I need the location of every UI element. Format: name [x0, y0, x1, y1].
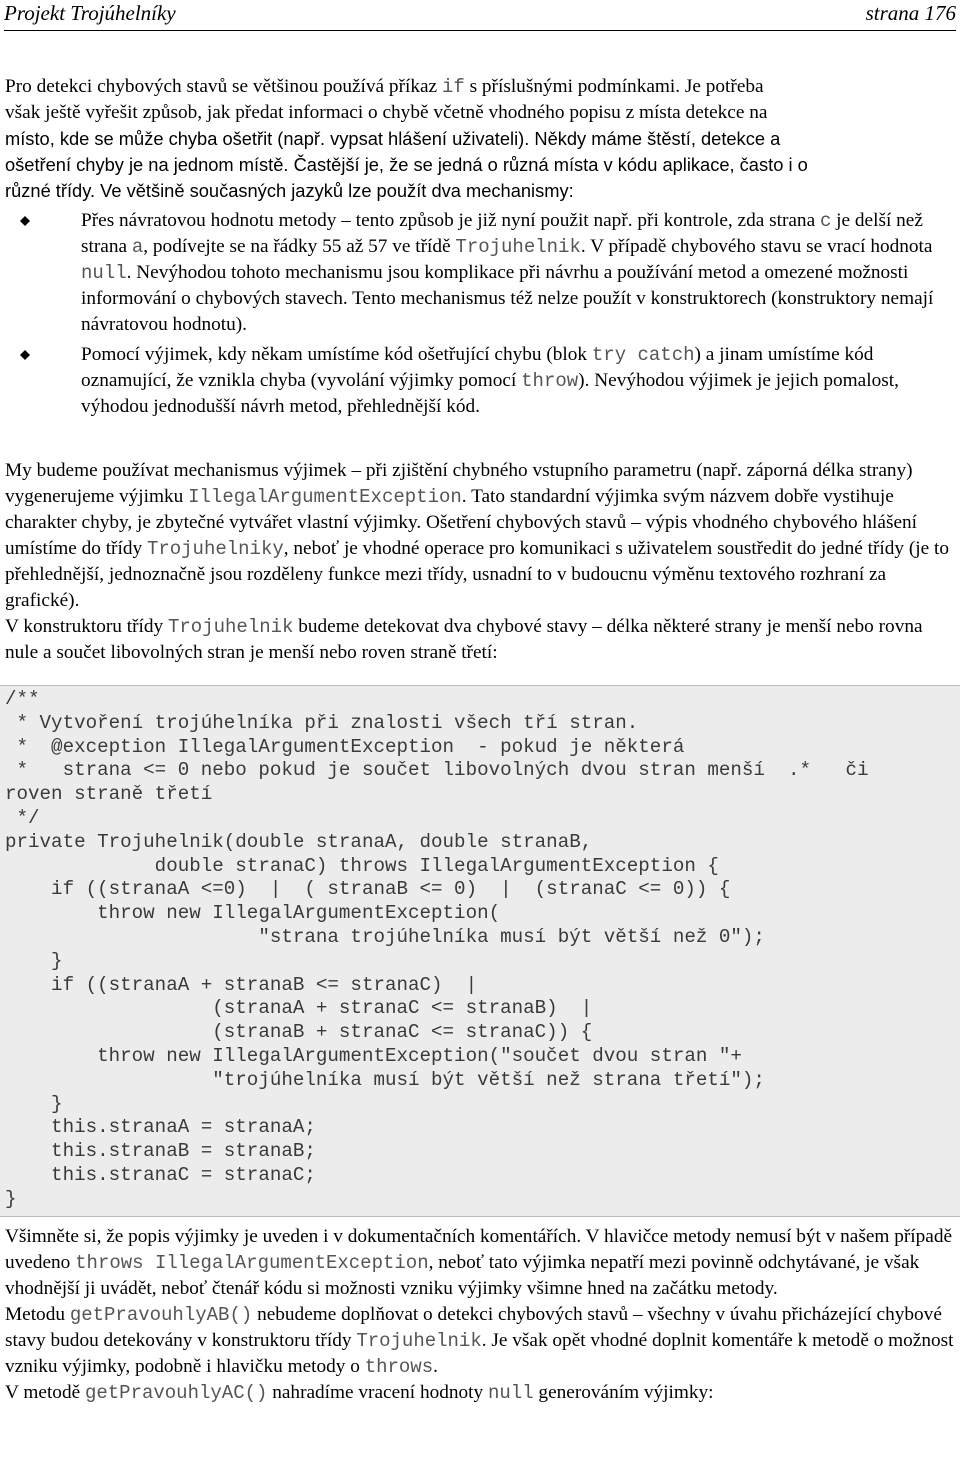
mechanisms-list: [5, 208, 955, 420]
closing-paragraphs: [5, 1224, 955, 1406]
code-listing: [0, 685, 960, 1217]
intro-line-3: místo, kde se může chyba ošetřit (např. vypsat hlášení uživateli). Někdy máme štěstí, detekce a: [5, 128, 781, 149]
list-item-exceptions: Pomocí výjimek, kdy někam umístíme kód ošetřující chybu (blok try catch) a jinam umístíme kód oznamující, že vznikla chyba (vyvolání výjimky pomocí throw). Nevýhodou výjimek je jejich pomalost, výhodou jednodušší návrh metod, přehlednější kód.: [5, 342, 955, 420]
exceptions-paragraph: My budeme používat mechanismus výjimek – při zjištění chybného vstupního parametru (např. záporná délka strany) vygenerujeme výjimku IllegalArgumentException. Tato standardní výjimka svým názvem dobře vystihuje charakter chyby, je zbytečné vytvářet vlastní výjimky. Ošetření chybových stavů – výpis vhodného chybového hlášení umístíme do třídy Trojuhelniky, neboť je vhodné operace pro komunikaci s uživatelem soustředit do jedné třídy (je to přehlednější, jednoznačně jsou rozděleny funkce mezi třídy, usnadní to v budoucnu výměnu textového rozhraní za grafické). V konstruktoru třídy Trojuhelnik budeme detekovat dva chybové stavy – délka některé strany je menší nebo rovna nule a součet libovolných stran je menší nebo roven straně třetí:: [5, 458, 955, 666]
getpravouhlyab-paragraph: Metodu getPravouhlyAB() nebudeme doplňovat o detekci chybových stavů – všechny v úvahu přicházející chybové stavy budou detekovány v konstruktoru třídy Trojuhelnik. Je však opět vhodné doplnit komentáře k metodě o možnost vzniku výjimky, podobně i hlavičku metody o throws.: [5, 1304, 954, 1378]
intro-line-2: však ještě vyřešit způsob, jak předat informaci o chybě včetně vhodného popisu z místa detekce na: [5, 102, 768, 123]
header-title: Projekt Trojúhelníky: [4, 1, 176, 25]
getpravouhlyac-paragraph: V metodě getPravouhlyAC() nahradíme vracení hodnoty null generováním výjimky:: [5, 1382, 714, 1404]
header-page-number: strana 176: [865, 1, 956, 25]
intro-line-1: Pro detekci chybových stavů se většinou používá příkaz if s příslušnými podmínkami. Je potřeba: [5, 76, 764, 98]
diamond-bullet-icon: [20, 350, 30, 360]
doc-comment-paragraph: Všimněte si, že popis výjimky je uveden i v dokumentačních komentářích. V hlavičce metody nemusí být v našem případě uvedeno throws IllegalArgumentException, neboť tato výjimka nepatří mezi povinně odchytávané, je však vhodnější ji uvádět, neboť čtenář kódu si možnosti vzniku výjimky všimne hned na začátku metody.: [5, 1226, 953, 1299]
list-item-return-value: Přes návratovou hodnotu metody – tento způsob je již nyní použit např. při kontrole, zda strana c je delší než strana a, podívejte se na řádky 55 až 57 ve třídě Trojuhelnik. V případě chybového stavu se vrací hodnota null. Nevýhodou tohoto mechanismu jsou komplikace při návrhu a používání metod a omezené možnosti informování o chybových stavech. Tento mechanismus též nelze použít v konstruktorech (konstruktory nemají návratovou hodnotu).: [5, 208, 955, 338]
diamond-bullet-icon: [20, 216, 30, 226]
intro-line-5: různé třídy. Ve většině současných jazyků lze použít dva mechanismy:: [5, 180, 574, 201]
constructor-paragraph: V konstruktoru třídy Trojuhelnik budeme detekovat dva chybové stavy – délka některé strany je menší nebo rovna nule a součet libovolných stran je menší nebo roven straně třetí:: [5, 616, 923, 663]
intro-line-4: ošetření chyby je na jednom místě. Častější je, že se jedná o různá místa v kódu aplikace, často i o: [5, 154, 808, 175]
page-header: [4, 0, 956, 31]
code-text: /** * Vytvoření trojúhelníka při znalosti všech tří stran. * @exception IllegalArgumentException - pokud je některá * strana <= 0 nebo pokud je součet libovolných dvou stran menší .* či roven straně třetí */ private Trojuhelnik(double stranaA, double stranaB, double stranaC) throws IllegalArgumentException { if ((stranaA <=0) | ( stranaB <= 0) | (stranaC <= 0)) { throw new IllegalArgumentException( "strana trojúhelníka musí být větší než 0"); } if ((stranaA + stranaB <= stranaC) | (stranaA + stranaC <= stranaB) | (stranaB + stranaC <= stranaC)) { throw new IllegalArgumentException("součet dvou stran "+ "trojúhelníka musí být větší než strana třetí"); } this.stranaA = stranaA; this.stranaB = stranaB; this.stranaC = stranaC; }: [5, 688, 869, 1210]
intro-paragraph: [5, 74, 955, 204]
